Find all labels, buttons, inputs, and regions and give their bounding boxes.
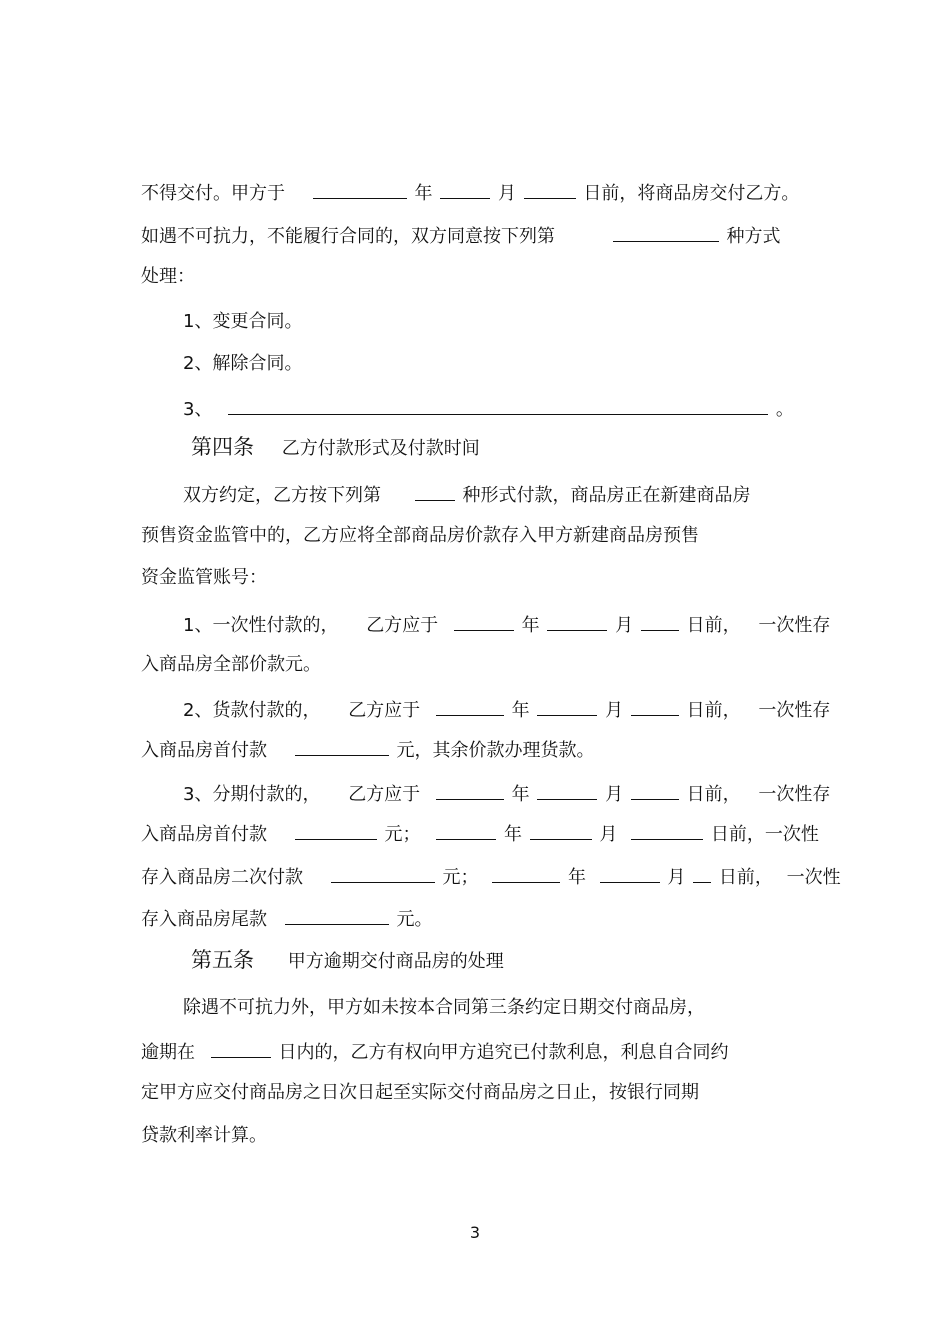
year-blank[interactable] xyxy=(436,781,504,800)
section-subtitle: 甲方逾期交付商品房的处理 xyxy=(287,951,504,972)
line-s4-3 xyxy=(141,566,267,590)
day-blank[interactable] xyxy=(631,781,679,800)
section-4-heading xyxy=(191,435,480,461)
method-blank[interactable] xyxy=(613,223,719,242)
text: 种形式付款，商品房正在新建商品房 xyxy=(462,485,751,506)
text: 如遇不可抗力，不能履行合同的，双方同意按下列第 xyxy=(141,226,555,247)
overdue-days-blank[interactable] xyxy=(211,1039,271,1058)
text: 存入商品房二次付款 xyxy=(141,867,303,888)
text: 日前，一次性 xyxy=(710,824,819,845)
text: 1、变更合同。 xyxy=(183,311,303,332)
text: 元； xyxy=(442,867,479,888)
line-s4-1 xyxy=(183,482,750,508)
section-subtitle: 乙方付款形式及付款时间 xyxy=(281,438,480,459)
text: 2、货款付款的， xyxy=(183,700,321,721)
text: 不得交付。甲方于 xyxy=(141,183,285,204)
text: 日内的，乙方有权向甲方追究已付款利息，利息自合同约 xyxy=(278,1042,729,1063)
item-3 xyxy=(183,396,794,422)
line-s3-3 xyxy=(141,265,195,289)
month-blank[interactable] xyxy=(530,821,592,840)
text: 3、分期付款的， xyxy=(183,784,321,805)
text: 一次性存 xyxy=(758,784,831,805)
line-s4-o3d xyxy=(141,906,432,932)
year-blank[interactable] xyxy=(492,864,560,883)
text: 日前， xyxy=(686,700,741,721)
year-blank[interactable] xyxy=(313,180,407,199)
month-blank[interactable] xyxy=(600,864,660,883)
line-s4-2 xyxy=(141,524,699,548)
text: 双方约定，乙方按下列第 xyxy=(183,485,381,506)
section-title: 第四条 xyxy=(191,435,254,459)
text: 日前， xyxy=(718,867,773,888)
line-s5-1 xyxy=(183,996,705,1020)
text: 月 xyxy=(667,867,686,888)
day-blank[interactable] xyxy=(641,612,679,631)
other-method-blank[interactable] xyxy=(228,396,768,415)
text: 月 xyxy=(497,183,516,204)
text: 入商品房首付款 xyxy=(141,824,267,845)
text: 资金监管账号： xyxy=(141,567,267,588)
line-s3-2 xyxy=(141,223,780,249)
text: 元，其余价款办理货款。 xyxy=(396,740,595,761)
text: 乙方应于 xyxy=(366,615,439,636)
day-blank[interactable] xyxy=(631,697,679,716)
text: 存入商品房尾款 xyxy=(141,909,267,930)
text: 1、一次性付款的， xyxy=(183,615,339,636)
section-5-heading xyxy=(191,948,504,974)
text: 年 xyxy=(521,615,540,636)
line-s4-o2b xyxy=(141,737,594,763)
text: 逾期在 xyxy=(141,1042,195,1063)
text: 月 xyxy=(605,784,624,805)
text: 贷款利率计算。 xyxy=(141,1125,267,1146)
text: 预售资金监管中的，乙方应将全部商品房价款存入甲方新建商品房预售 xyxy=(141,525,699,546)
line-s4-o3c xyxy=(141,864,841,890)
second-payment-blank[interactable] xyxy=(331,864,435,883)
final-payment-blank[interactable] xyxy=(285,906,389,925)
text: 一次性 xyxy=(786,867,841,888)
day-blank[interactable] xyxy=(693,864,711,883)
line-s4-o3b xyxy=(141,821,819,847)
text: 年 xyxy=(511,784,530,805)
text: 乙方应于 xyxy=(348,700,421,721)
line-s4-o3 xyxy=(183,781,830,807)
item-1 xyxy=(183,310,302,334)
payment-method-blank[interactable] xyxy=(415,482,455,501)
year-blank[interactable] xyxy=(454,612,514,631)
text: 月 xyxy=(615,615,634,636)
text: 元。 xyxy=(396,909,433,930)
text: 日前， xyxy=(686,615,741,636)
text: 月 xyxy=(599,824,618,845)
line-s4-o2 xyxy=(183,697,830,723)
month-blank[interactable] xyxy=(440,180,490,199)
first-payment-blank[interactable] xyxy=(295,821,377,840)
text: 年 xyxy=(503,824,522,845)
text: 入商品房全部价款元。 xyxy=(141,654,321,675)
year-blank[interactable] xyxy=(436,697,504,716)
month-blank[interactable] xyxy=(537,697,597,716)
text: 乙方应于 xyxy=(348,784,421,805)
text: 日前， xyxy=(686,784,741,805)
text: 2、解除合同。 xyxy=(183,353,303,374)
year-blank[interactable] xyxy=(436,821,496,840)
text: 入商品房首付款 xyxy=(141,740,267,761)
text: 定甲方应交付商品房之日次日起至实际交付商品房之日止，按银行同期 xyxy=(141,1082,699,1103)
text: 除遇不可抗力外，甲方如未按本合同第三条约定日期交付商品房， xyxy=(183,997,705,1018)
day-blank[interactable] xyxy=(631,821,703,840)
line-s3-1 xyxy=(141,180,799,206)
text: 月 xyxy=(605,700,624,721)
line-s4-o1 xyxy=(183,612,830,638)
section-title: 第五条 xyxy=(191,948,254,972)
text: 3、 xyxy=(183,399,213,420)
text: 一次性存 xyxy=(758,615,831,636)
text: 年 xyxy=(511,700,530,721)
text: 日前，将商品房交付乙方。 xyxy=(583,183,800,204)
text: 处理： xyxy=(141,266,195,287)
down-payment-blank[interactable] xyxy=(295,737,389,756)
text: 一次性存 xyxy=(758,700,831,721)
month-blank[interactable] xyxy=(537,781,597,800)
text: 种方式 xyxy=(726,226,781,247)
line-s5-2 xyxy=(141,1039,728,1065)
text: 元； xyxy=(384,824,421,845)
day-blank[interactable] xyxy=(524,180,576,199)
line-s5-3 xyxy=(141,1081,699,1105)
month-blank[interactable] xyxy=(547,612,607,631)
item-2 xyxy=(183,352,302,376)
page-number: 3 xyxy=(469,1223,481,1242)
line-s5-4 xyxy=(141,1124,267,1148)
text: 。 xyxy=(775,399,794,420)
line-s4-o1b xyxy=(141,653,321,677)
text: 年 xyxy=(567,867,586,888)
text: 年 xyxy=(414,183,433,204)
